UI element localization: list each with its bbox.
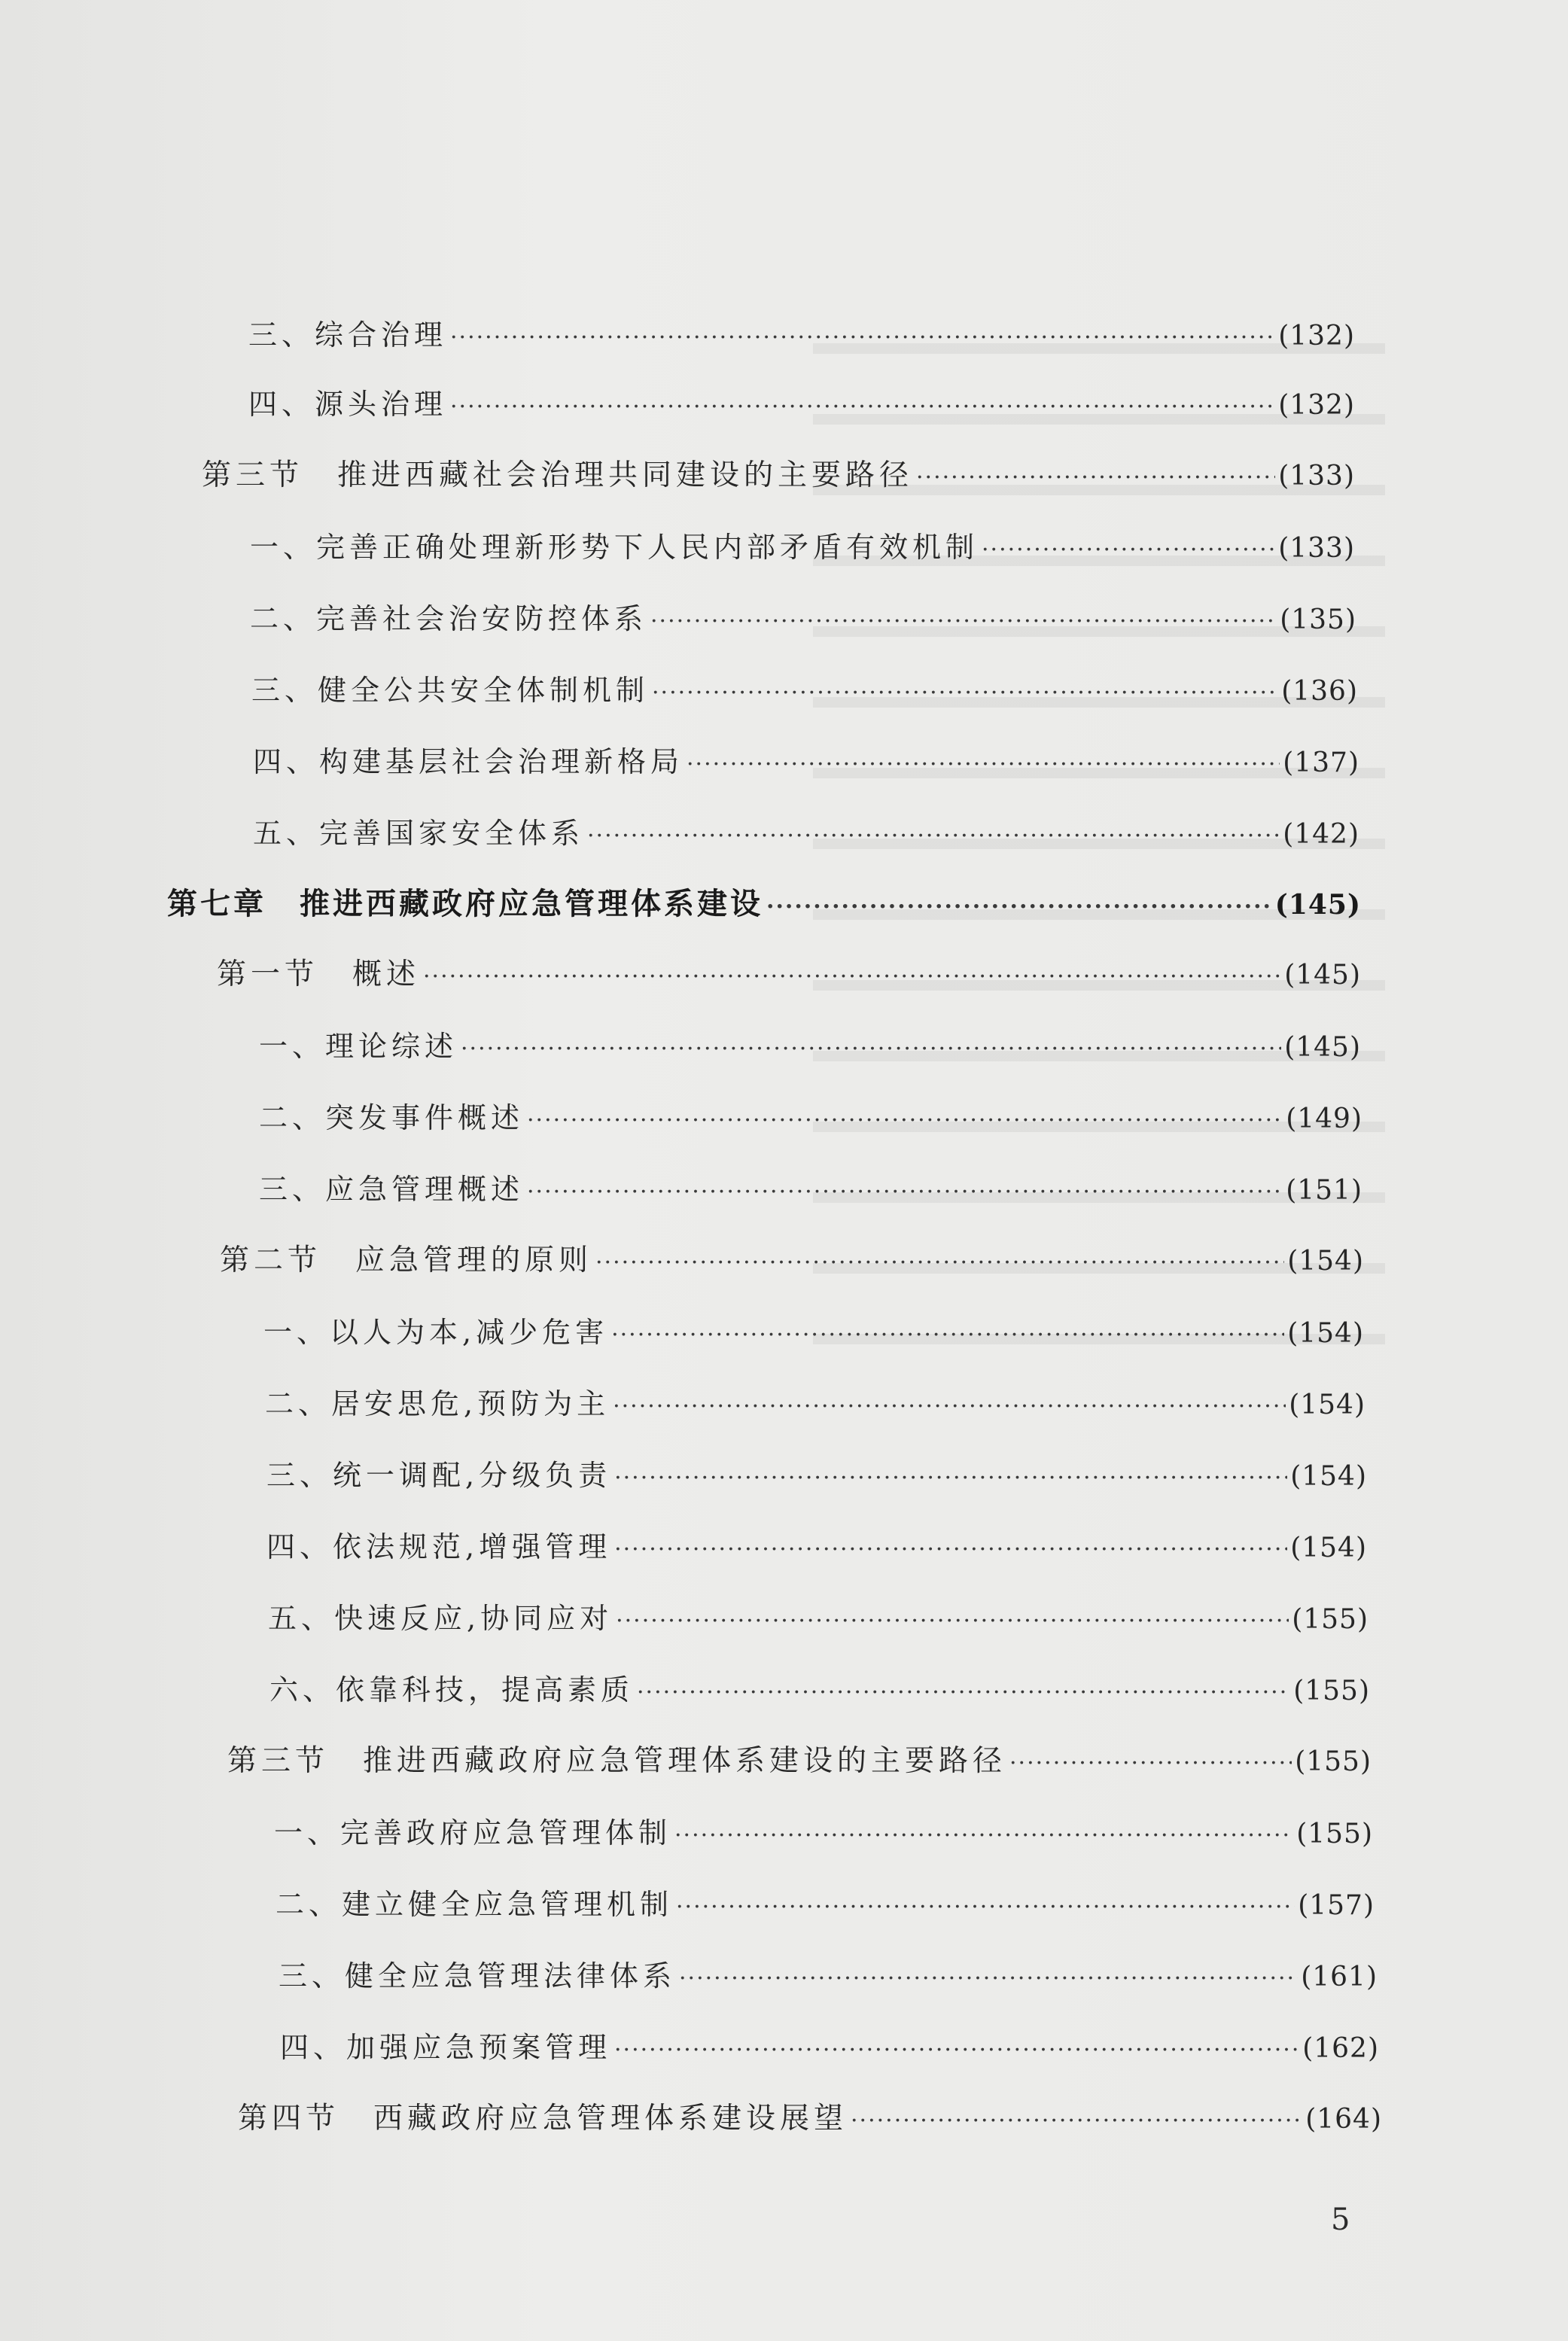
page-number: 5: [1331, 2202, 1350, 2237]
toc-dot-leader: [616, 1603, 1289, 1640]
toc-entry: [265, 1385, 1366, 1423]
toc-entry-page: (155): [1293, 1676, 1370, 1706]
toc-dot-leader: [650, 603, 1277, 641]
toc-dot-leader: [679, 1960, 1298, 1998]
toc-entry-page: (154): [1290, 1533, 1367, 1563]
toc-dot-leader: [674, 1817, 1293, 1855]
toc-dot-leader: [851, 2102, 1302, 2140]
toc-entry: [248, 316, 1355, 354]
toc-dot-leader: [614, 2032, 1299, 2069]
toc-entry-title: 四、构建基层社会治理新格局: [253, 745, 684, 778]
toc-entry-page: (142): [1283, 819, 1359, 850]
toc-entry: [220, 1242, 1364, 1280]
toc-dot-leader: [687, 746, 1280, 784]
toc-entry: [217, 956, 1361, 994]
toc-entry: [274, 1814, 1373, 1852]
toc-dot-leader: [676, 1889, 1295, 1926]
toc-dot-leader: [916, 459, 1275, 497]
toc-entry-title: 二、居安思危,预防为主: [265, 1387, 610, 1420]
toc-entry-page: (157): [1298, 1890, 1375, 1921]
toc-entry: [259, 1170, 1362, 1208]
toc-entry: [266, 1528, 1367, 1566]
toc-entry-title: 一、完善政府应急管理体制: [274, 1816, 672, 1849]
toc-entry-title: 三、综合治理: [248, 318, 448, 352]
toc-entry-title: 二、建立健全应急管理机制: [276, 1888, 674, 1921]
toc-entry-page: (133): [1278, 461, 1355, 492]
toc-entry-title: 第二节 应急管理的原则: [220, 1244, 593, 1277]
toc-entry: [268, 1600, 1369, 1637]
toc-entry-title: 第一节 概述: [217, 957, 421, 991]
toc-entry-title: 二、完善社会治安防控体系: [250, 602, 648, 635]
toc-dot-leader: [450, 319, 1275, 357]
toc-entry-title: 二、突发事件概述: [259, 1101, 525, 1134]
toc-entry: [250, 528, 1355, 566]
toc-dot-leader: [614, 1460, 1287, 1497]
toc-entry-title: 三、统一调配,分级负责: [266, 1459, 612, 1492]
toc-entry-title: 一、理论综述: [259, 1030, 458, 1063]
toc-entry: [227, 1743, 1372, 1780]
toc-entry-title: 第四节 西藏政府应急管理体系建设展望: [238, 2102, 848, 2136]
toc-dot-leader: [637, 1674, 1290, 1712]
toc-entry: [250, 600, 1356, 638]
toc-entry: [276, 1886, 1375, 1923]
toc-entry: [280, 2029, 1379, 2066]
toc-entry: [279, 1957, 1378, 1995]
toc-entry-title: 六、依靠科技，提高素质: [269, 1673, 635, 1706]
toc-entry: [238, 2100, 1382, 2138]
toc-entry-page: (162): [1302, 2033, 1379, 2064]
toc-dot-leader: [527, 1174, 1283, 1211]
toc-entry: [263, 1314, 1364, 1351]
toc-entry-title: 五、完善国家安全体系: [253, 817, 585, 850]
toc-entry-page: (137): [1283, 747, 1359, 778]
toc-entry-page: (155): [1292, 1604, 1369, 1635]
toc-entry-page: (145): [1284, 960, 1361, 991]
toc-dot-leader: [461, 1030, 1281, 1068]
toc-entry: [259, 1099, 1362, 1137]
toc-entry-title: 三、应急管理概述: [259, 1173, 525, 1206]
toc-dot-leader: [595, 1244, 1284, 1282]
toc-entry: [269, 1671, 1370, 1709]
toc-entry: [248, 385, 1355, 423]
toc-entry-page: (161): [1301, 1962, 1378, 1992]
toc-entry-page: (136): [1281, 676, 1358, 707]
toc-entry-page: (154): [1287, 1246, 1364, 1277]
toc-entry: [253, 743, 1359, 781]
toc-entry-title: 三、健全公共安全体制机制: [251, 674, 650, 707]
toc-entry-page: (154): [1290, 1461, 1367, 1492]
toc-dot-leader: [982, 531, 1275, 569]
toc-dot-leader: [766, 888, 1272, 926]
toc-entry-title: 四、依法规范,增强管理: [266, 1530, 612, 1563]
toc-entry-page: (154): [1287, 1318, 1364, 1349]
toc-entry: [251, 671, 1358, 709]
toc-chapter-heading: [167, 885, 1361, 923]
toc-dot-leader: [611, 1317, 1284, 1354]
toc-entry-title: 三、健全应急管理法律体系: [279, 1959, 677, 1992]
toc-entry-page: (135): [1280, 604, 1356, 635]
toc-entry-title: 四、加强应急预案管理: [280, 2031, 612, 2064]
toc-dot-leader: [587, 817, 1280, 855]
toc-entry: [202, 457, 1355, 495]
toc-entry: [266, 1457, 1367, 1494]
toc-entry-page: (164): [1305, 2104, 1382, 2135]
toc-entry-page: (155): [1295, 1746, 1372, 1777]
toc-dot-leader: [613, 1388, 1286, 1426]
toc-entry-page: (155): [1296, 1819, 1373, 1849]
toc-entry-title: 四、源头治理: [248, 388, 448, 421]
toc-entry-page: (151): [1286, 1175, 1362, 1206]
toc-entry: [259, 1027, 1361, 1065]
toc-entry-page: (154): [1289, 1390, 1366, 1420]
toc-dot-leader: [614, 1531, 1287, 1569]
toc-entry-page: (132): [1278, 321, 1355, 352]
toc-entry-title: 五、快速反应,协同应对: [268, 1602, 613, 1635]
toc-entry-title: 一、完善正确处理新形势下人民内部矛盾有效机制: [250, 531, 979, 564]
toc-entry-page: (145): [1284, 1032, 1361, 1063]
toc-entry-title: 第三节 推进西藏政府应急管理体系建设的主要路径: [227, 1744, 1007, 1778]
toc-entry-page: (133): [1278, 533, 1355, 564]
toc-dot-leader: [652, 674, 1278, 712]
toc-entry-title: 第七章 推进西藏政府应急管理体系建设: [167, 886, 763, 921]
toc-entry-page: (149): [1286, 1104, 1362, 1134]
toc-entry-title: 一、以人为本,减少危害: [263, 1316, 609, 1349]
toc-dot-leader: [423, 958, 1281, 996]
toc-dot-leader: [527, 1102, 1283, 1140]
toc-dot-leader: [450, 388, 1275, 426]
toc-entry-title: 第三节 推进西藏社会治理共同建设的主要路径: [202, 458, 914, 492]
toc-entry: [253, 814, 1359, 852]
toc-entry-page: (132): [1278, 390, 1355, 421]
toc-dot-leader: [1009, 1745, 1292, 1782]
toc-entry-page: (145): [1274, 889, 1361, 921]
